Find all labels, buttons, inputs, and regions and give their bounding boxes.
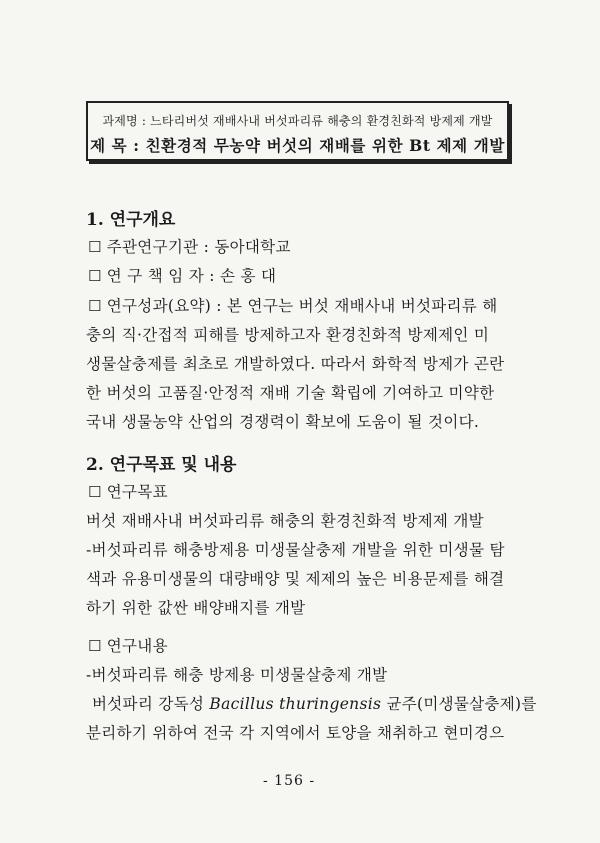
goal-label: 연구목표 xyxy=(106,483,168,501)
pi-line xyxy=(88,264,276,286)
result-line-2: 충의 직·간접적 피해를 방제하고자 환경친화적 방제제인 미 xyxy=(86,326,490,344)
species-name: Bacillus thuringensis xyxy=(209,695,382,713)
content-line-2-pre: 버섯파리 강독성 xyxy=(92,695,210,713)
result-line-1 xyxy=(88,294,498,316)
section-2-heading: 2. 연구목표 및 내용 xyxy=(86,455,237,475)
project-title: 과제명 : 느타리버섯 재배사내 버섯파리류 해충의 환경친화적 방제제 개발 xyxy=(102,114,493,128)
result-line-5: 국내 생물농약 산업의 경쟁력이 확보에 도움이 될 것이다. xyxy=(86,413,480,431)
title-box xyxy=(86,101,509,161)
checkbox-icon: ☐ xyxy=(88,238,102,256)
content-label: 연구내용 xyxy=(106,637,168,655)
content-line-2-post: 균주(미생물살충제)를 xyxy=(381,695,537,713)
result-line-3: 생물살충제를 최초로 개발하였다. 따라서 화학적 방제가 곤란 xyxy=(86,355,505,373)
result-line-4: 한 버섯의 고품질·안정적 재배 기술 확립에 기여하고 미약한 xyxy=(86,384,495,402)
goal-label-line xyxy=(88,480,168,502)
content-line-2 xyxy=(92,692,537,714)
goal-line-1: 버섯 재배사내 버섯파리류 해충의 환경친화적 방제제 개발 xyxy=(86,512,484,530)
result-text-1: 연구성과(요약) : 본 연구는 버섯 재배사내 버섯파리류 해 xyxy=(106,297,498,315)
section-1-heading: 1. 연구개요 xyxy=(86,210,176,230)
goal-line-2: -버섯파리류 해충방제용 미생물살충제 개발을 위한 미생물 탐 xyxy=(86,541,505,559)
content-line-1: -버섯파리류 해충 방제용 미생물살충제 개발 xyxy=(86,666,388,684)
org-text: 주관연구기관 : 동아대학교 xyxy=(106,238,291,256)
subject-title: 제 목 : 친환경적 무농약 버섯의 재배를 위한 Bt 제제 개발 xyxy=(90,136,505,155)
goal-line-3: 색과 유용미생물의 대량배양 및 제제의 높은 비용문제를 해결 xyxy=(86,570,505,588)
checkbox-icon: ☐ xyxy=(88,297,102,315)
page-number: - 156 - xyxy=(263,773,316,789)
content-line-3: 분리하기 위하여 전국 각 지역에서 토양을 채취하고 현미경으 xyxy=(86,724,505,742)
goal-line-4: 하기 위한 값싼 배양배지를 개발 xyxy=(86,599,306,617)
checkbox-icon: ☐ xyxy=(88,267,102,285)
checkbox-icon: ☐ xyxy=(88,483,102,501)
org-line xyxy=(88,235,291,257)
content-label-line xyxy=(88,634,168,656)
pi-text: 연 구 책 임 자 : 손 홍 대 xyxy=(106,267,277,285)
checkbox-icon: ☐ xyxy=(88,637,102,655)
